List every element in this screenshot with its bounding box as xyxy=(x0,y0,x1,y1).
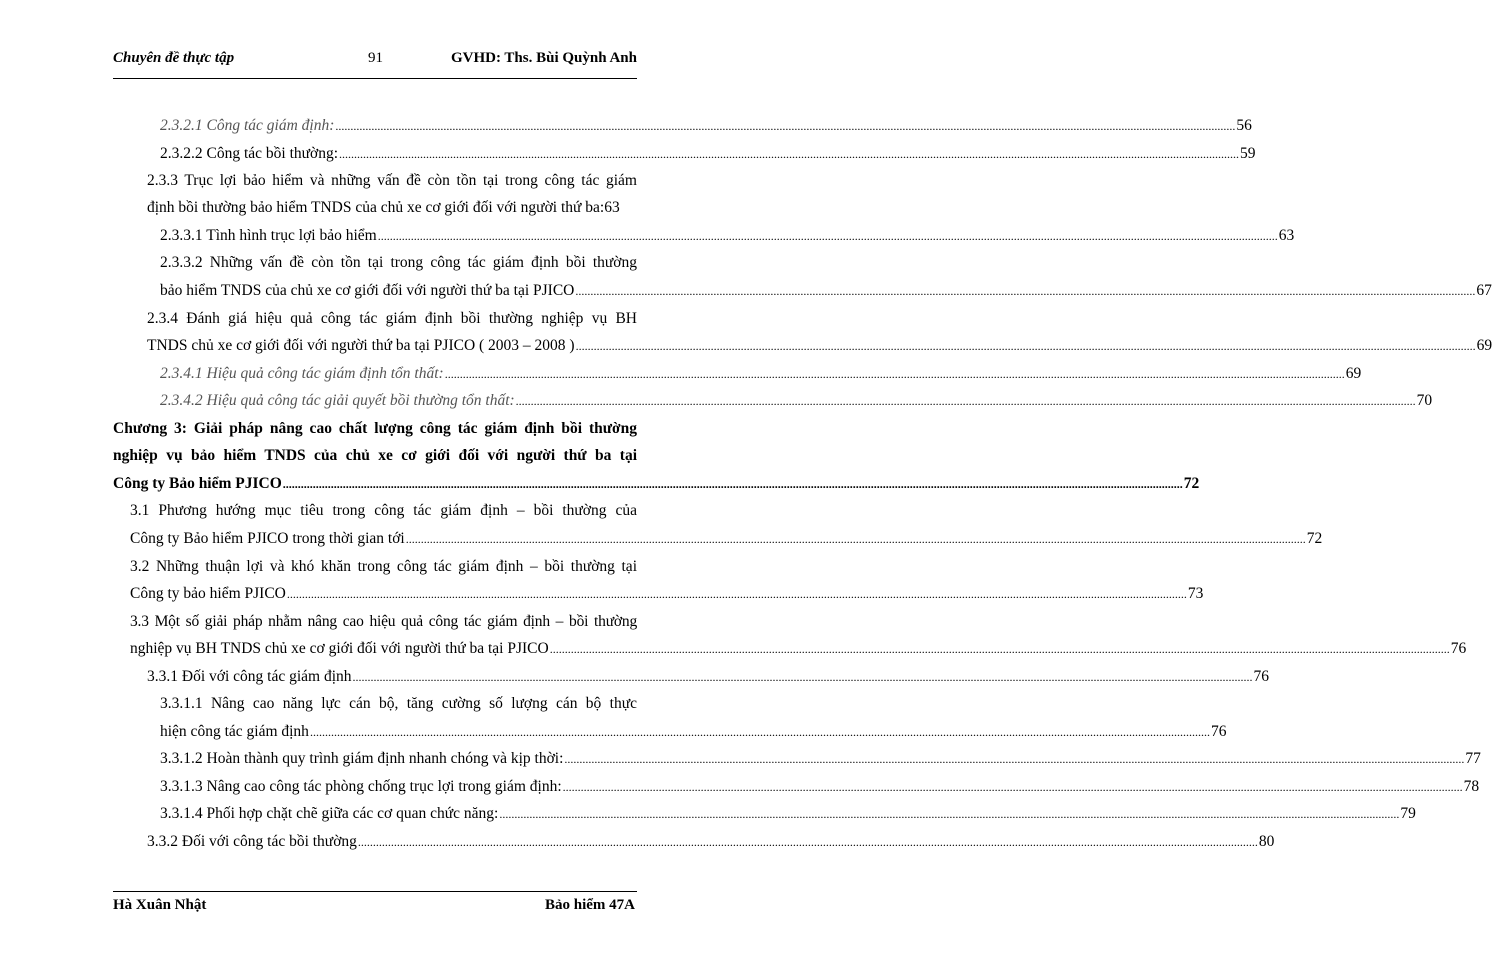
toc-entry-text: Công ty Bảo hiểm PJICO xyxy=(113,475,282,492)
leader-dots: ............................................................................................................................................................................................................................................................................................................ xyxy=(549,642,1450,656)
toc-entry-line[interactable] xyxy=(130,499,637,523)
toc-entry[interactable] xyxy=(160,114,1252,138)
toc-entry-text: 3.3.1 Đối với công tác giám định xyxy=(147,668,352,685)
toc-entry-page: 73 xyxy=(1187,585,1204,602)
toc-entry-line[interactable] xyxy=(147,169,637,193)
toc-entry-text: 3.3.1.3 Nâng cao công tác phòng chống trục lợi trong giám định: xyxy=(160,778,562,795)
toc-entry-page: 72 xyxy=(1306,530,1323,547)
toc-entry[interactable] xyxy=(160,775,1480,799)
leader-dots: ............................................................................................................................................................................................................................................................................................................ xyxy=(282,477,1183,491)
toc-entry-text: định bồi thường bảo hiểm TNDS của chủ xe cơ giới đối với người thứ ba: xyxy=(147,199,605,216)
leader-dots: ............................................................................................................................................................................................................................................................................................................ xyxy=(499,807,1400,821)
toc-entry-line[interactable] xyxy=(160,279,1492,303)
toc-entry-text: 2.3.3.2 Những vấn đề còn tồn tại trong công tác giám định bồi thường xyxy=(160,254,637,271)
toc-entry-text: 2.3.3.1 Tình hình trục lợi bảo hiểm xyxy=(160,227,377,244)
toc-entry[interactable] xyxy=(147,665,1269,689)
toc-entry-text: 2.3.2.2 Công tác bồi thường: xyxy=(160,145,339,162)
toc-entry-page: 80 xyxy=(1258,833,1275,850)
header-divider xyxy=(113,78,637,79)
toc-entry-page: 78 xyxy=(1463,778,1480,795)
toc-entry-page: 76 xyxy=(1253,668,1269,685)
header-advisor: GVHD: Ths. Bùi Quỳnh Anh xyxy=(450,50,637,66)
toc-entry-text: nghiệp vụ BH TNDS chủ xe cơ giới đối với người thứ ba tại PJICO xyxy=(130,640,549,657)
toc-entry-text: 3.3.2 Đối với công tác bồi thường xyxy=(147,833,357,850)
toc-entry-line[interactable] xyxy=(130,637,1467,661)
toc-entry-page: 76 xyxy=(1450,640,1467,657)
leader-dots: ............................................................................................................................................................................................................................................................................................................ xyxy=(564,752,1465,766)
toc-entry-text: 3.3.1.1 Nâng cao năng lực cán bộ, tăng cường số lượng cán bộ thực xyxy=(160,695,637,712)
leader-dots: ............................................................................................................................................................................................................................................................................................................ xyxy=(444,367,1345,381)
toc-entry-page: 63 xyxy=(604,199,620,216)
toc-entry-text: Chương 3: Giải pháp nâng cao chất lượng công tác giám định bồi thường xyxy=(113,420,637,437)
toc-entry-text: Công ty Bảo hiểm PJICO trong thời gian tới xyxy=(130,530,405,547)
footer-author: Hà Xuân Nhật xyxy=(113,897,207,913)
toc-entry[interactable] xyxy=(160,142,1256,166)
leader-dots: ............................................................................................................................................................................................................................................................................................................ xyxy=(339,147,1240,161)
toc-entry-text: 2.3.4.1 Hiệu quả công tác giám định tổn thất: xyxy=(160,365,444,382)
leader-dots: ............................................................................................................................................................................................................................................................................................................ xyxy=(515,394,1416,408)
header-page-number: 91 xyxy=(368,50,383,66)
toc-entry-text: bảo hiểm TNDS của chủ xe cơ giới đối với người thứ ba tại PJICO xyxy=(160,282,575,299)
leader-dots: ............................................................................................................................................................................................................................................................................................................ xyxy=(309,725,1210,739)
toc-entry-page: 63 xyxy=(1278,227,1295,244)
toc-entry-page: 77 xyxy=(1465,750,1481,767)
toc-entry-page: 67 xyxy=(1476,282,1492,299)
leader-dots: ............................................................................................................................................................................................................................................................................................................ xyxy=(286,587,1187,601)
toc-entry-page: 70 xyxy=(1416,392,1433,409)
leader-dots: ............................................................................................................................................................................................................................................................................................................ xyxy=(575,339,1476,353)
toc-entry-text: 3.3 Một số giải pháp nhằm nâng cao hiệu quả công tác giám định – bồi thường xyxy=(130,613,637,630)
page-footer xyxy=(113,897,637,919)
toc-entry-text: 2.3.4.2 Hiệu quả công tác giải quyết bồi thường tổn thất: xyxy=(160,392,515,409)
leader-dots: ............................................................................................................................................................................................................................................................................................................ xyxy=(377,229,1278,243)
leader-dots: ............................................................................................................................................................................................................................................................................................................ xyxy=(352,670,1253,684)
toc-entry[interactable] xyxy=(147,830,1275,854)
toc-entry-text: 2.3.4 Đánh giá hiệu quả công tác giám định bồi thường nghiệp vụ BH xyxy=(147,310,637,327)
leader-dots: ............................................................................................................................................................................................................................................................................................................ xyxy=(335,119,1236,133)
toc-entry-text: 3.3.1.2 Hoàn thành quy trình giám định nhanh chóng và kịp thời: xyxy=(160,750,564,767)
toc-entry-text: 2.3.3 Trục lợi bảo hiểm và những vấn đề còn tồn tại trong công tác giám xyxy=(147,172,637,189)
toc-entry-line[interactable] xyxy=(147,307,637,331)
toc-chapter-line[interactable] xyxy=(113,472,1200,496)
toc-entry-page: 76 xyxy=(1210,723,1227,740)
toc-entry-text: nghiệp vụ bảo hiểm TNDS của chủ xe cơ giới đối với người thứ ba tại xyxy=(113,447,637,464)
toc-entry-page: 56 xyxy=(1236,117,1252,134)
footer-divider xyxy=(113,891,637,892)
toc-entry-text: 3.1 Phương hướng mục tiêu trong công tác giám định – bồi thường của xyxy=(130,502,637,519)
toc-entry-line[interactable] xyxy=(160,692,637,716)
toc-entry[interactable] xyxy=(160,224,1295,248)
toc-entry-text: hiện công tác giám định xyxy=(160,723,309,740)
toc-entry[interactable] xyxy=(160,802,1416,826)
header-title: Chuyên đề thực tập xyxy=(113,50,235,66)
toc-entry-text: 3.3.1.4 Phối hợp chặt chẽ giữa các cơ quan chức năng: xyxy=(160,805,499,822)
toc-entry-text: Công ty bảo hiểm PJICO xyxy=(130,585,286,602)
toc-entry-page: 69 xyxy=(1476,337,1492,354)
toc-entry-line[interactable] xyxy=(130,555,637,579)
leader-dots: ............................................................................................................................................................................................................................................................................................................ xyxy=(575,284,1476,298)
toc-entry-page: 59 xyxy=(1240,145,1256,162)
leader-dots: ............................................................................................................................................................................................................................................................................................................ xyxy=(405,532,1306,546)
footer-class: Bảo hiểm 47A xyxy=(545,897,635,913)
toc-entry-page: 69 xyxy=(1345,365,1362,382)
toc-entry-page: 79 xyxy=(1400,805,1416,822)
toc-entry-line[interactable] xyxy=(147,196,637,220)
leader-dots: ............................................................................................................................................................................................................................................................................................................ xyxy=(562,780,1463,794)
toc-chapter-line[interactable] xyxy=(113,417,637,441)
page-header xyxy=(113,50,637,72)
toc-entry-line[interactable] xyxy=(160,251,637,275)
toc-entry-text: TNDS chủ xe cơ giới đối với người thứ ba tại PJICO ( 2003 – 2008 ) xyxy=(147,337,575,354)
toc-entry-line[interactable] xyxy=(160,720,1227,744)
toc-entry[interactable] xyxy=(160,389,1433,413)
toc-entry[interactable] xyxy=(160,362,1362,386)
toc-entry-line[interactable] xyxy=(130,582,1204,606)
toc-entry[interactable] xyxy=(160,747,1481,771)
toc-chapter-line[interactable] xyxy=(113,444,637,468)
leader-dots: ............................................................................................................................................................................................................................................................................................................ xyxy=(357,835,1258,849)
toc-entry-text: 3.2 Những thuận lợi và khó khăn trong công tác giám định – bồi thường tại xyxy=(130,558,637,575)
toc-entry-line[interactable] xyxy=(130,610,637,634)
toc-entry-line[interactable] xyxy=(130,527,1323,551)
toc-entry-text: 2.3.2.1 Công tác giám định: xyxy=(160,117,335,134)
toc-entry-page: 72 xyxy=(1183,475,1200,492)
toc-entry-line[interactable] xyxy=(147,334,1492,358)
